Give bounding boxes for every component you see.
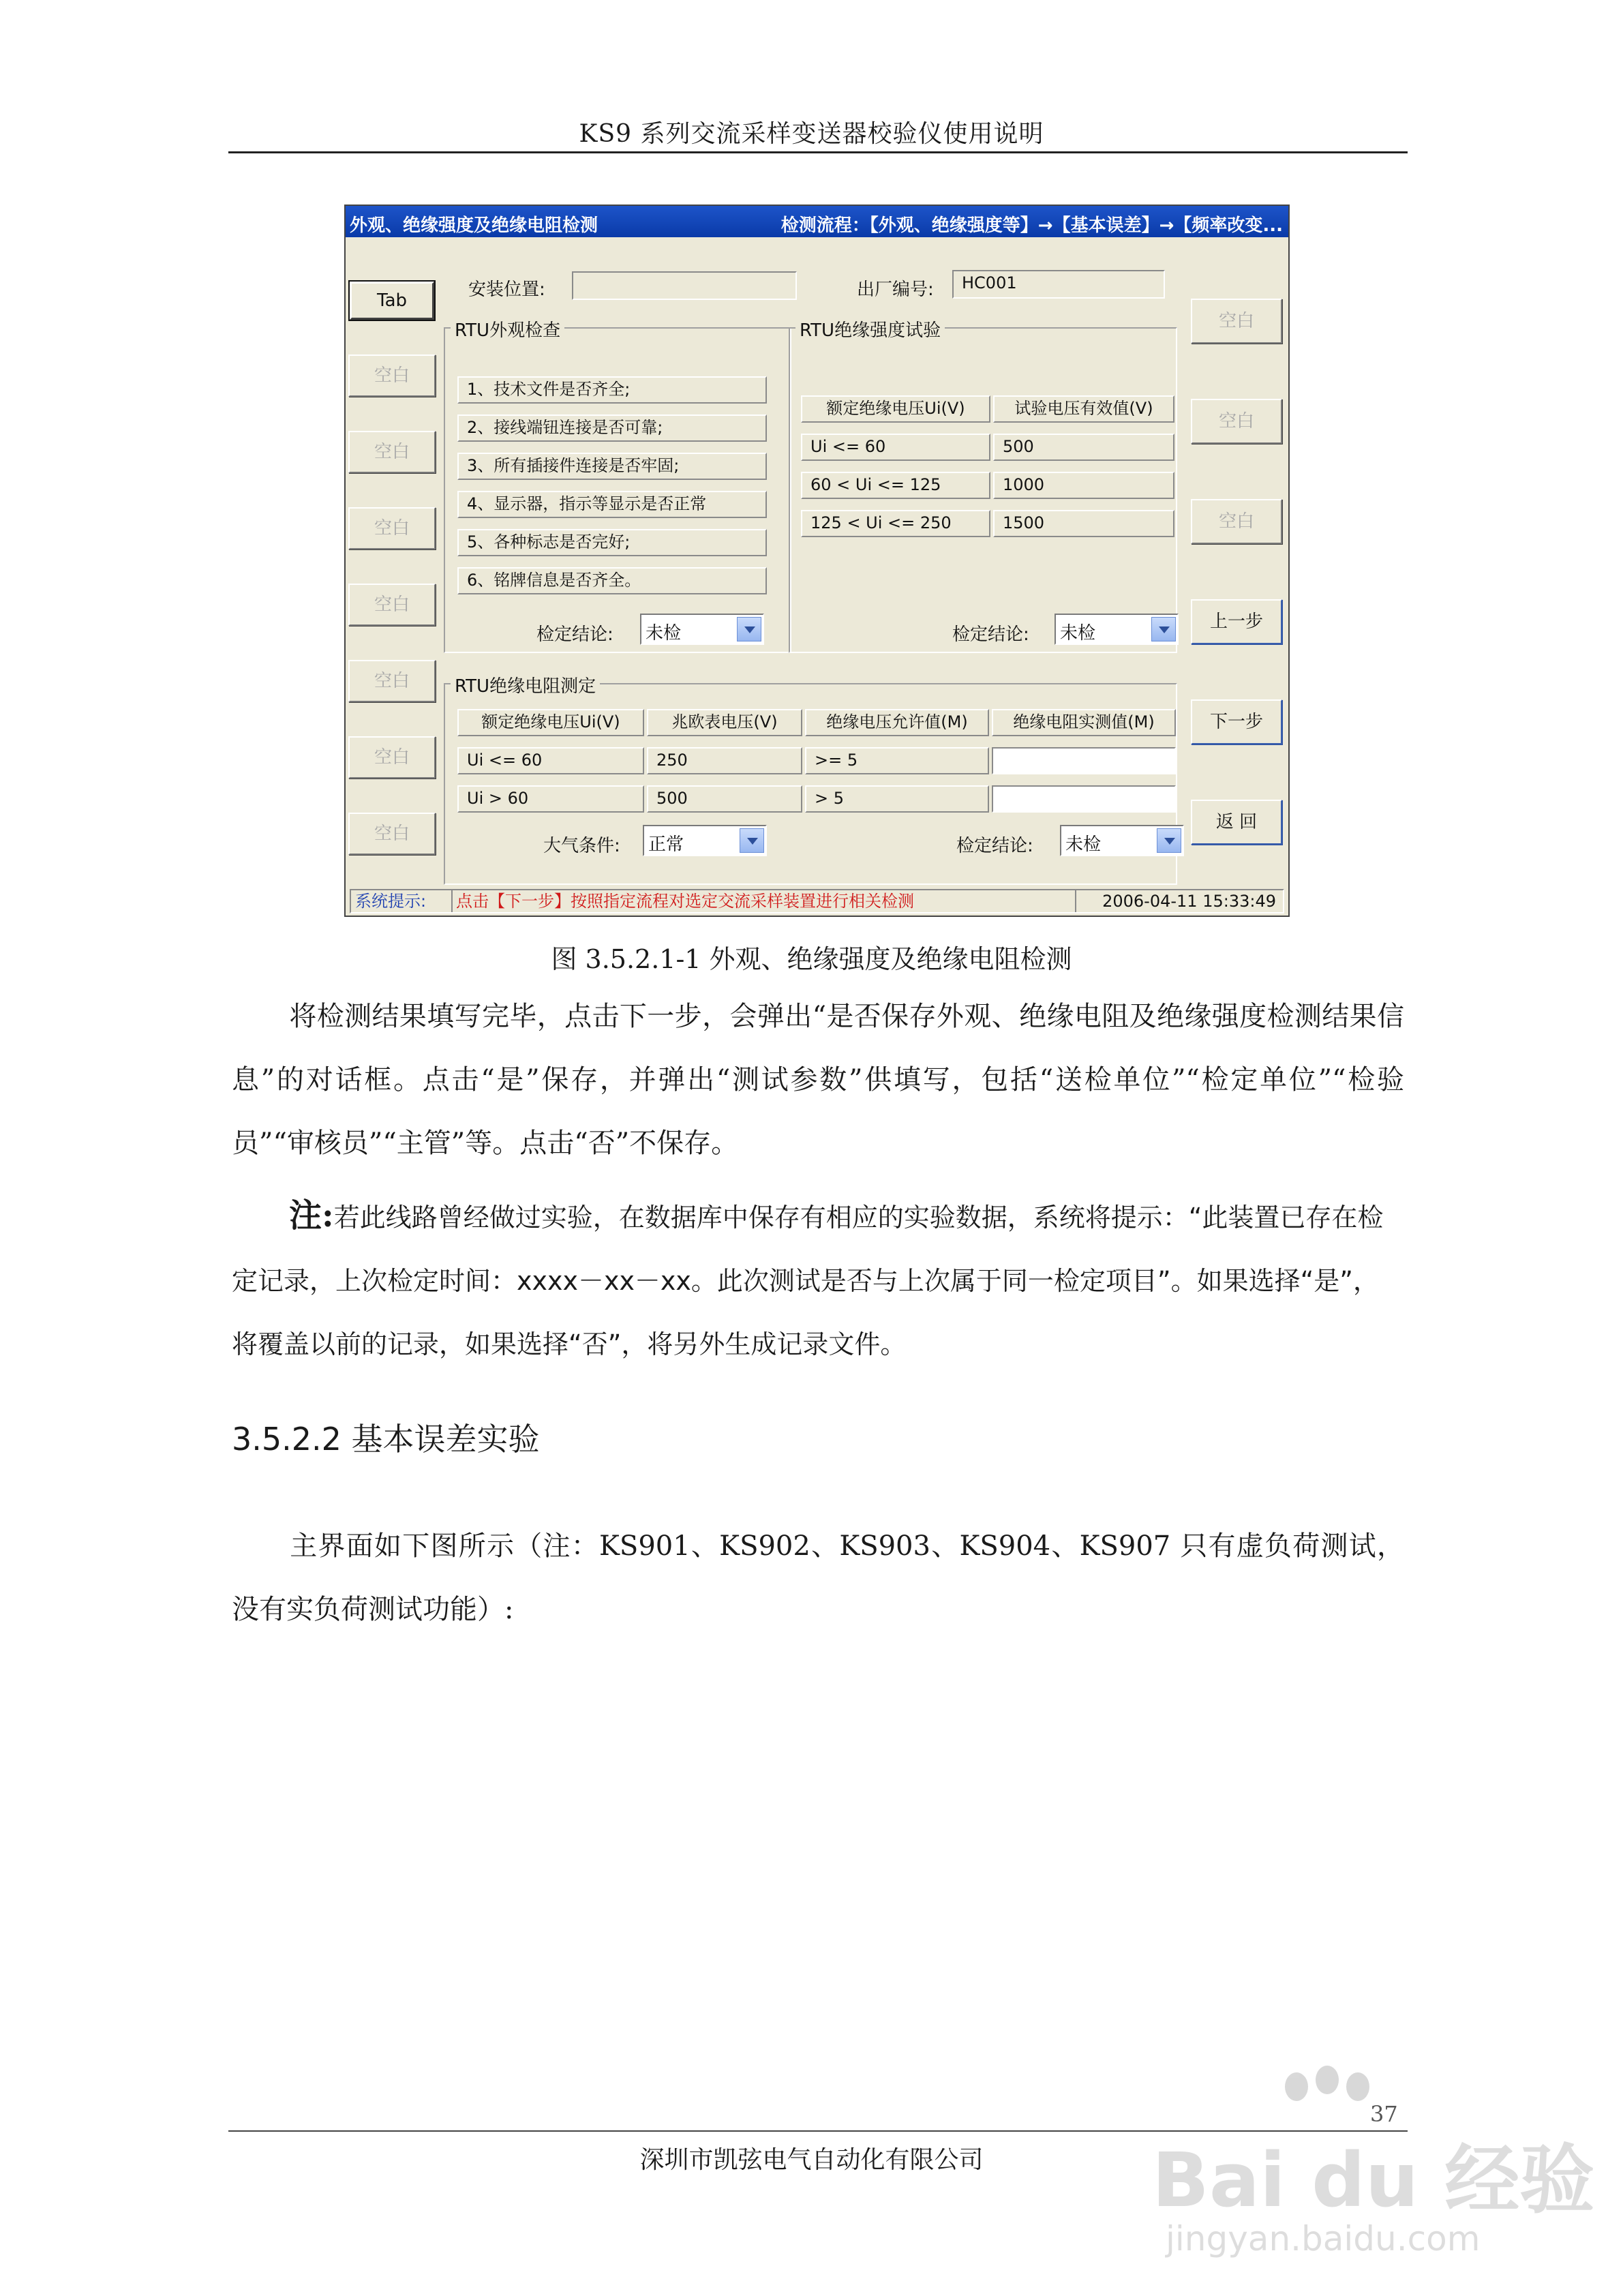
resistance-cell: 500 xyxy=(647,785,802,813)
paw-icon xyxy=(1285,2072,1308,2101)
weather-value: 正常 xyxy=(648,834,684,855)
strength-cell: 1000 xyxy=(993,472,1174,499)
appearance-item: 3、所有插接件连接是否牢固; xyxy=(457,453,767,480)
measured-resistance-input-2[interactable] xyxy=(992,785,1176,813)
resistance-header: 绝缘电压允许值(M) xyxy=(805,709,989,736)
watermark-url: jingyan.baidu.com xyxy=(1166,2219,1481,2259)
blank-button-4[interactable]: 空白 xyxy=(348,584,436,626)
resistance-cell: >= 5 xyxy=(805,747,989,774)
appearance-item: 1、技术文件是否齐全; xyxy=(457,376,767,404)
back-button[interactable]: 返 回 xyxy=(1191,800,1282,845)
strength-group-title: RTU绝缘强度试验 xyxy=(795,316,945,342)
resistance-cell: Ui <= 60 xyxy=(457,747,644,774)
appearance-verdict-value: 未检 xyxy=(646,623,682,644)
status-label: 系统提示: xyxy=(355,892,427,911)
appearance-group-title: RTU外观检查 xyxy=(451,316,564,342)
resistance-cell: 250 xyxy=(647,747,802,774)
serial-number-field[interactable]: HC001 xyxy=(952,270,1165,299)
status-message: 点击【下一步】按照指定流程对选定交流采样装置进行相关检测 xyxy=(456,892,914,911)
blank-button-2[interactable]: 空白 xyxy=(348,431,436,473)
strength-verdict-value: 未检 xyxy=(1060,623,1096,644)
blank-button-1[interactable]: 空白 xyxy=(348,354,436,397)
note-paragraph xyxy=(232,1184,1404,1376)
install-position-field[interactable] xyxy=(572,271,797,300)
resistance-group-title: RTU绝缘电阻测定 xyxy=(451,672,600,697)
resistance-verdict-label: 检定结论: xyxy=(956,836,1033,856)
resistance-verdict-value: 未检 xyxy=(1065,834,1102,855)
note-key: 注: xyxy=(289,1196,334,1235)
strength-cell: 500 xyxy=(993,434,1174,461)
resistance-header: 绝缘电阻实测值(M) xyxy=(992,709,1176,736)
appearance-item: 5、各种标志是否完好; xyxy=(457,529,767,556)
status-divider xyxy=(451,890,453,912)
tab-button[interactable]: Tab xyxy=(350,282,434,320)
baidu-watermark xyxy=(1152,2072,1595,2263)
weather-select[interactable] xyxy=(643,825,767,856)
resistance-header: 兆欧表电压(V) xyxy=(647,709,802,736)
right-blank-button-3[interactable]: 空白 xyxy=(1191,499,1282,544)
strength-cell: 60 < Ui <= 125 xyxy=(801,472,990,499)
watermark-brand: Bai du 经验 xyxy=(1152,2136,1595,2224)
blank-button-7[interactable]: 空白 xyxy=(348,813,436,855)
resistance-verdict-select[interactable] xyxy=(1060,825,1184,856)
chevron-down-icon[interactable] xyxy=(740,828,764,853)
paragraph-2-text: 主界面如下图所示（注：KS901、KS902、KS903、KS904、KS907 只有虚负荷测试，没有实负荷测试功能）: xyxy=(232,1530,1404,1625)
footer-company: 深圳市凯弦电气自动化有限公司 xyxy=(639,2146,984,2174)
paw-icon xyxy=(1346,2072,1369,2101)
prev-step-button[interactable]: 上一步 xyxy=(1191,599,1282,644)
serial-number-label: 出厂编号: xyxy=(857,280,934,300)
strength-verdict-select[interactable] xyxy=(1055,614,1179,645)
chevron-down-icon[interactable] xyxy=(1151,617,1176,641)
chevron-down-icon[interactable] xyxy=(737,617,761,641)
next-step-button[interactable]: 下一步 xyxy=(1191,699,1282,744)
inspection-window xyxy=(344,205,1290,917)
strength-header: 额定绝缘电压Ui(V) xyxy=(801,395,990,423)
strength-verdict-label: 检定结论: xyxy=(952,624,1029,645)
status-bar xyxy=(350,889,1284,913)
window-titlebar xyxy=(346,206,1288,237)
workflow-breadcrumb: 检测流程：【外观、绝缘强度等】→【基本误差】→【频率改变... xyxy=(780,215,1283,236)
chevron-down-icon[interactable] xyxy=(1157,828,1181,853)
page-number: 37 xyxy=(1370,2101,1398,2127)
paragraph-1 xyxy=(232,985,1404,1175)
strength-cell: 125 < Ui <= 250 xyxy=(801,510,990,537)
appearance-verdict-select[interactable] xyxy=(640,614,764,645)
measured-resistance-input-1[interactable] xyxy=(992,747,1176,774)
section-title: 3.5.2.2 基本误差实验 xyxy=(232,1421,540,1457)
resistance-cell: Ui > 60 xyxy=(457,785,644,813)
right-blank-button-1[interactable]: 空白 xyxy=(1191,299,1282,344)
appearance-item: 6、铭牌信息是否齐全。 xyxy=(457,567,767,594)
blank-button-5[interactable]: 空白 xyxy=(348,660,436,702)
resistance-cell: > 5 xyxy=(805,785,989,813)
figure-caption: 图 3.5.2.1-1 外观、绝缘强度及绝缘电阻检测 xyxy=(551,944,1072,974)
blank-button-6[interactable]: 空白 xyxy=(348,736,436,779)
note-text: 若此线路曾经做过实验，在数据库中保存有相应的实验数据，系统将提示：“此装置已存在检定记录，上次检定时间：xxxx－xx－xx。此次测试是否与上次属于同一检定项目”。如果选择“是”，将覆盖以前的记录，如果选择“否”，将另外生成记录文件。 xyxy=(232,1203,1384,1359)
window-title: 外观、绝缘强度及绝缘电阻检测 xyxy=(350,215,598,236)
strength-cell: 1500 xyxy=(993,510,1174,537)
strength-header: 试验电压有效值(V) xyxy=(993,395,1174,423)
weather-label: 大气条件: xyxy=(543,836,620,856)
right-blank-button-2[interactable]: 空白 xyxy=(1191,399,1282,444)
strength-cell: Ui <= 60 xyxy=(801,434,990,461)
install-position-label: 安装位置: xyxy=(468,280,545,300)
paragraph-2 xyxy=(232,1515,1404,1642)
status-datetime: 2006-04-11 15:33:49 xyxy=(1102,892,1276,911)
header-rule xyxy=(228,151,1408,153)
blank-button-3[interactable]: 空白 xyxy=(348,507,436,549)
appearance-verdict-label: 检定结论: xyxy=(536,624,613,645)
paw-icon xyxy=(1316,2066,1339,2094)
page-header-title: KS9 系列交流采样变送器校验仪使用说明 xyxy=(579,120,1044,148)
appearance-item: 4、显示器，指示等显示是否正常 xyxy=(457,491,767,518)
resistance-header: 额定绝缘电压Ui(V) xyxy=(457,709,644,736)
status-divider xyxy=(1075,890,1076,912)
appearance-item: 2、接线端钮连接是否可靠; xyxy=(457,414,767,442)
paragraph-1-text: 将检测结果填写完毕，点击下一步，会弹出“是否保存外观、绝缘电阻及绝缘强度检测结果信息”的对话框。点击“是”保存，并弹出“测试参数”供填写，包括“送检单位”“检定单位”“检验员”“审核员”“主管”等。点击“否”不保存。 xyxy=(232,1001,1404,1159)
